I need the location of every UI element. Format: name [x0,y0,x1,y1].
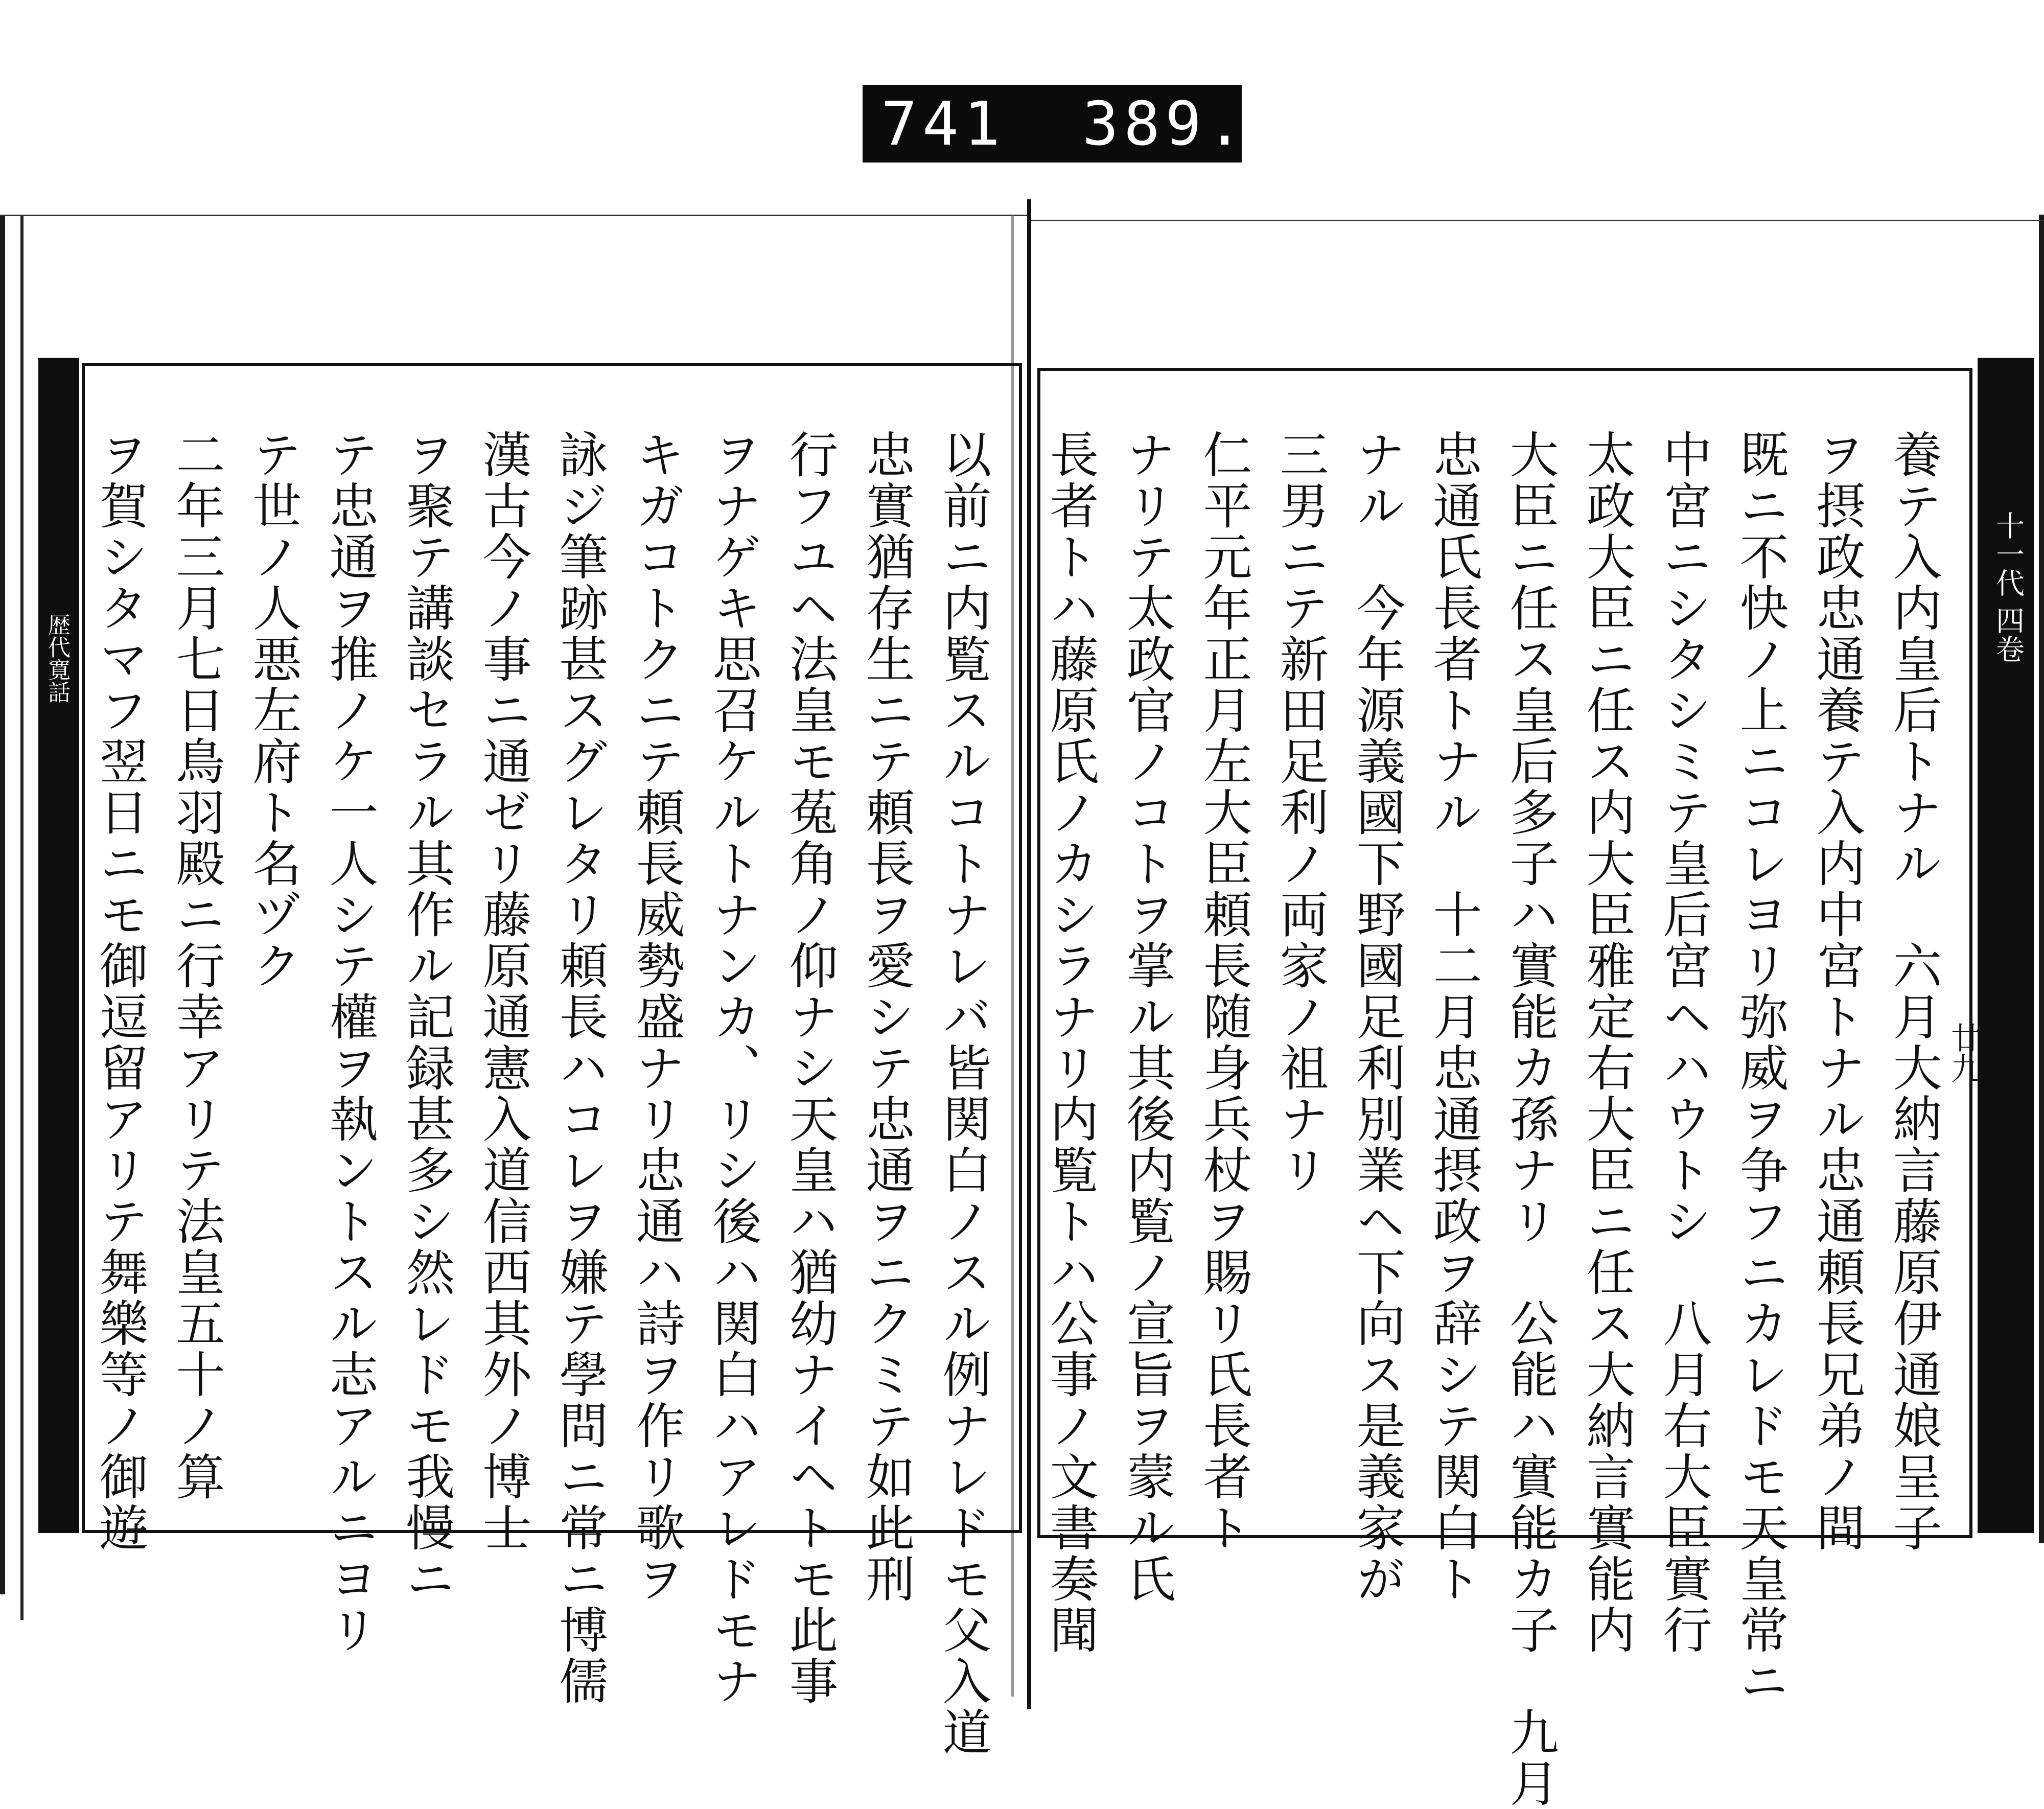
text-line: 忠實猶存生ニテ頼長ヲ愛シテ忠通ヲニクミテ如此刑 [858,429,915,1605]
text-line: ヲナゲキ思召ケルトナンカ、リシ後ハ関白ハアレドモナ [705,429,762,1707]
text-line: 以前ニ内覧スルコトナレバ皆関白ノスル例ナレドモ父入道 [935,429,992,1758]
text-line: 長者トハ藤原氏ノカシラナリ内覧トハ公事ノ文書奏聞 [1042,429,1099,1656]
text-line: ナリテ太政官ノコトヲ掌ル其後内覧ノ宣旨ヲ蒙ル氏 [1119,429,1176,1605]
text-line: 三男ニテ新田足利ノ両家ノ祖ナリ [1272,429,1329,1196]
text-line: 太政大臣ニ任ス内大臣雅定右大臣ニ任ス大納言實能内 [1578,429,1636,1656]
text-line: 漢古今ノ事ニ通ゼリ藤原通憲入道信西其外ノ博士 [475,429,532,1553]
text-line: ヲ賀シタマフ翌日ニモ御逗留アリテ舞樂等ノ御遊 [91,429,149,1553]
scan-edge-left-inner [20,215,24,1620]
binding-title-right: 十一代 四卷 [1991,511,2025,663]
text-line: ヲ聚テ講談セラル其作ル記録甚多シ然レドモ我慢ニ [398,429,455,1605]
text-line: ナル 今年源義國下野國足利別業ヘ下向ス是義家が [1349,429,1406,1605]
scan-edge-right [2039,215,2044,1543]
label-number-right: 389. [1082,88,1248,159]
text-line: 詠ジ筆跡甚スグレタリ頼長ハコレヲ嫌テ學問ニ常ニ博儒 [551,429,609,1707]
text-line: テ忠通ヲ推ノケ一人シテ權ヲ執ントスル志アルニヨリ [321,429,379,1656]
right-page-text [1042,429,1952,1809]
text-line: 二年三月七日鳥羽殿ニ行幸アリテ法皇五十ノ算 [168,429,225,1502]
text-line: キガコトクニテ頼長威勢盛ナリ忠通ハ詩ヲ作リ歌ヲ [628,429,685,1605]
text-line: 大臣ニ任ス皇后多子ハ實能カ孫ナリ 公能ハ實能カ子 九月 [1502,429,1559,1809]
shelf-label [863,85,1248,163]
text-line: ヲ摂政忠通養テ入内中宮トナル忠通頼長兄弟ノ間 [1808,429,1866,1553]
book-gutter [1027,199,1031,1709]
text-line: 行フユヘ法皇モ菟角ノ仰ナシ天皇ハ猶幼ナイヘトモ此事 [781,429,839,1707]
binding-strip-left [38,358,79,1533]
text-line: 仁平元年正月左大臣頼長随身兵杖ヲ賜リ氏長者ト [1195,429,1252,1553]
text-line: 既ニ不快ノ上ニコレヨリ弥威ヲ争フニカレドモ天皇常ニ [1732,429,1789,1707]
label-number-left: 741 [881,88,1006,159]
top-rule-right [1031,220,2044,221]
text-line: 養テ入内皇后トナル 六月大納言藤原伊通娘呈子 [1885,429,1942,1553]
text-line: 中宮ニシタシミテ皇后宮ヘハウトシ 八月右大臣實行 [1655,429,1712,1656]
folio-number: 廿九 [1946,1022,1982,1083]
text-line: テ世ノ人悪左府ト名ヅク [245,429,302,991]
binding-title-left: 歴代寛話 [44,613,70,703]
top-rule-left [0,215,1027,216]
scan-edge-left [0,215,5,1594]
text-line: 忠通氏長者トナル 十二月忠通摂政ヲ辞シテ関白ト [1425,429,1482,1605]
left-page-text [91,429,1002,1758]
